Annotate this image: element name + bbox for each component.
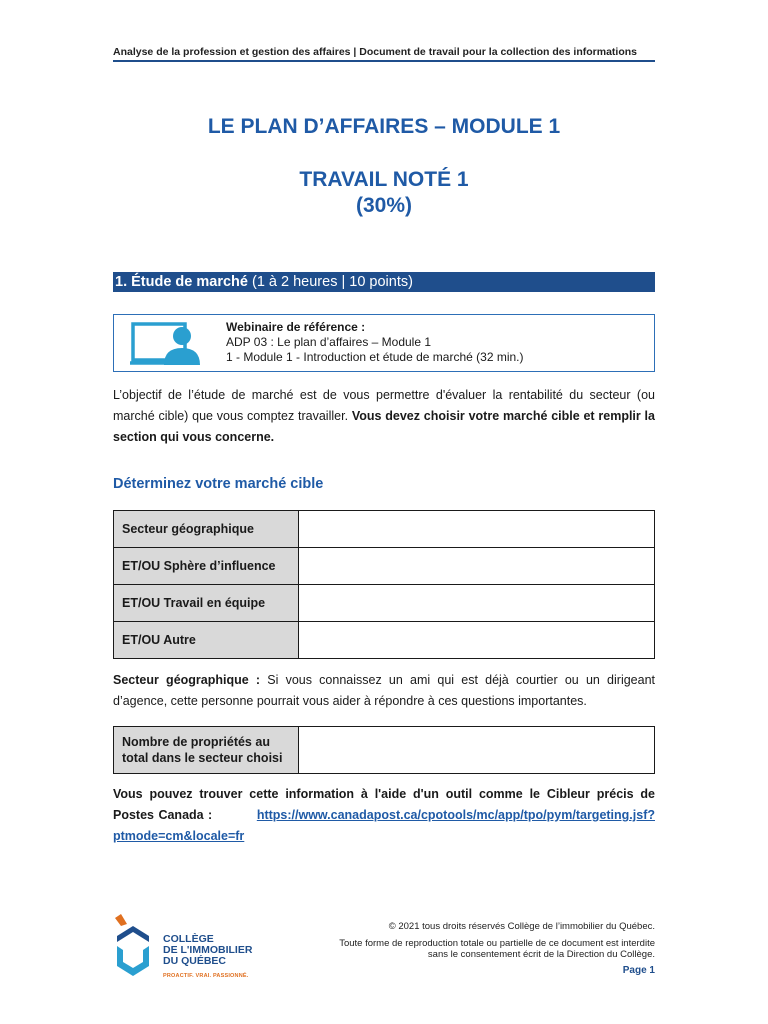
properties-count-field[interactable] (299, 727, 655, 774)
table-row (114, 548, 655, 585)
row-label: ET/OU Autre (114, 622, 299, 659)
webinar-reference-box (113, 314, 655, 372)
page-number: Page 1 (622, 965, 655, 976)
assignment-weight: (30%) (355, 194, 413, 217)
computer-user-icon (130, 321, 208, 367)
section-heading-bar (113, 272, 655, 292)
webinar-session: 1 - Module 1 - Introduction et étude de marché (32 min.) (226, 350, 524, 364)
webinar-title: Webinaire de référence : (226, 320, 366, 334)
document-header: Analyse de la profession et gestion des affaires | Document de travail pour la collection des informations (113, 46, 637, 58)
table-row (114, 727, 655, 774)
intro-text: L’objectif de l’étude de marché est de vous permettre d'évaluer la rentabilité du secteur (ou marché cible) que vous comptez travailler. (113, 388, 655, 423)
footer-copyright: © 2021 tous droits réservés Collège de l’immobilier du Québec. (388, 921, 655, 932)
row-label: ET/OU Sphère d’influence (114, 548, 299, 585)
canada-post-text: Vous pouvez trouver cette information à l'aide d'un outil comme le Cibleur précis de Postes Canada : (113, 787, 655, 822)
properties-count-table (113, 726, 655, 774)
logo-tagline: PROACTIF. VRAI. PASSIONNÉ. (163, 973, 249, 979)
logo-line-1: COLLÈGE (163, 933, 214, 945)
logo-line-3: DU QUÉBEC (163, 955, 227, 967)
webinar-text (226, 320, 524, 365)
teamwork-field[interactable] (299, 585, 655, 622)
geographic-sector-field[interactable] (299, 511, 655, 548)
canada-post-paragraph (113, 784, 655, 847)
intro-instruction: Vous devez choisir votre marché cible et remplir la section qui vous concerne. (113, 409, 655, 444)
assignment-title: TRAVAIL NOTÉ 1 (299, 168, 469, 191)
title-block (113, 114, 655, 219)
table-row (114, 511, 655, 548)
section-meta: (1 à 2 heures | 10 points) (247, 274, 413, 290)
geo-label: Secteur géographique : (113, 673, 261, 687)
college-logo-mark-icon (113, 912, 155, 982)
geographic-sector-paragraph (113, 670, 655, 712)
main-title: LE PLAN D’AFFAIRES – MODULE 1 (207, 115, 561, 138)
row-label: ET/OU Travail en équipe (114, 585, 299, 622)
table-row (114, 585, 655, 622)
sphere-of-influence-field[interactable] (299, 548, 655, 585)
college-logo-text (163, 934, 252, 967)
footer-notice-line-1: Toute forme de reproduction totale ou partielle de ce document est interdite (339, 938, 655, 949)
target-market-table (113, 510, 655, 659)
geo-text: Si vous connaissez un ami qui est déjà courtier ou un dirigeant d’agence, cette personne pourrait vous aider à répondre à ces questions importantes. (113, 673, 655, 708)
row-label: Nombre de propriétés au total dans le secteur choisi (114, 727, 299, 774)
row-label: Secteur géographique (114, 511, 299, 548)
other-field[interactable] (299, 622, 655, 659)
footer-notice-line-2: sans le consentement écrit de la Direction du Collège. (427, 949, 655, 960)
college-logo (113, 912, 253, 982)
intro-paragraph (113, 385, 655, 448)
logo-line-2: DE L'IMMOBILIER (163, 944, 253, 956)
section-title: 1. Étude de marché (115, 274, 248, 290)
canada-post-link[interactable]: https://www.canadapost.ca/cpotools/mc/app/tpo/pym/targeting.jsf?ptmode=cm&locale=fr (113, 808, 655, 843)
webinar-course: ADP 03 : Le plan d’affaires – Module 1 (226, 335, 432, 349)
header-divider (113, 60, 655, 62)
target-market-subheading: Déterminez votre marché cible (113, 476, 324, 492)
table-row (114, 622, 655, 659)
